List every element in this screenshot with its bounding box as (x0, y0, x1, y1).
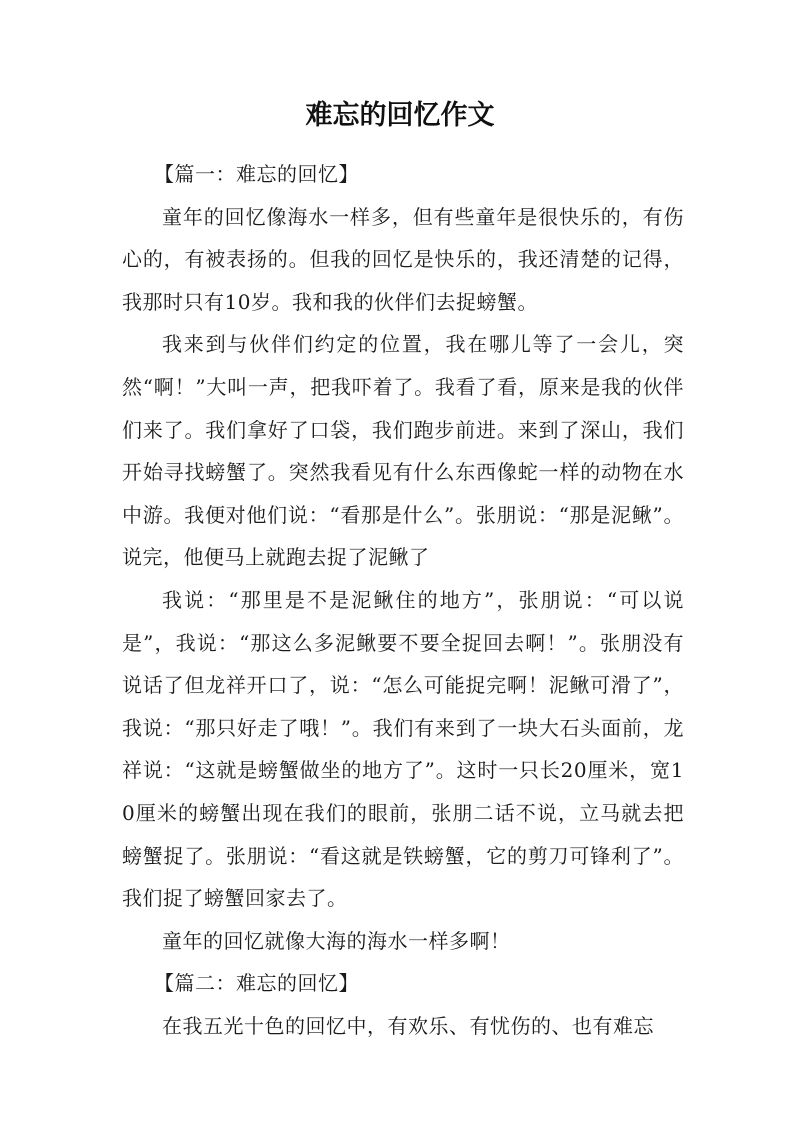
paragraph: 在我五光十色的回忆中，有欢乐、有忧伤的、也有难忘 (162, 1013, 654, 1038)
paragraph: 我来到与伙伴们约定的位置，我在哪儿等了一会儿，突然“啊！”大叫一声，把我吓着了。我看了看，原来是我的伙伴们来了。我们拿好了口袋，我们跑步前进。来到了深山，我们开始寻找螃蟹了。突然我看见有什么东西像蛇一样的动物在水中游。我便对他们说：“看那是什么”。张朋说：“那是泥鳅”。说完，他便马上就跑去捉了泥鳅了 (122, 332, 684, 570)
section-heading-2: 【篇二：难忘的回忆】 (154, 971, 359, 996)
paragraph: 童年的回忆就像大海的海水一样多啊！ (162, 928, 511, 953)
paragraph: 我说：“那里是不是泥鳅住的地方”，张朋说：“可以说是”，我说：“那这么多泥鳅要不要全捉回去啊！”。张朋没有说话了但龙祥开口了，说：“怎么可能捉完啊！泥鳅可滑了”，我说：“那只好走了哦！”。我们有来到了一块大石头面前，龙祥说：“这就是螃蟹做坐的地方了”。这时一只长20厘米，宽10厘米的螃蟹出现在我们的眼前，张朋二话不说，立马就去把螃蟹捉了。张朋说：“看这就是铁螃蟹，它的剪刀可锋利了”。我们捉了螃蟹回家去了。 (122, 587, 684, 911)
section-heading-1: 【篇一：难忘的回忆】 (154, 162, 359, 186)
document-body (122, 153, 684, 1047)
paragraph: 童年的回忆像海水一样多，但有些童年是很快乐的，有伤心的，有被表扬的。但我的回忆是快乐的，我还清楚的记得，我那时只有10岁。我和我的伙伴们去捉螃蟹。 (122, 204, 684, 314)
document-title: 难忘的回忆作文 (305, 100, 495, 131)
